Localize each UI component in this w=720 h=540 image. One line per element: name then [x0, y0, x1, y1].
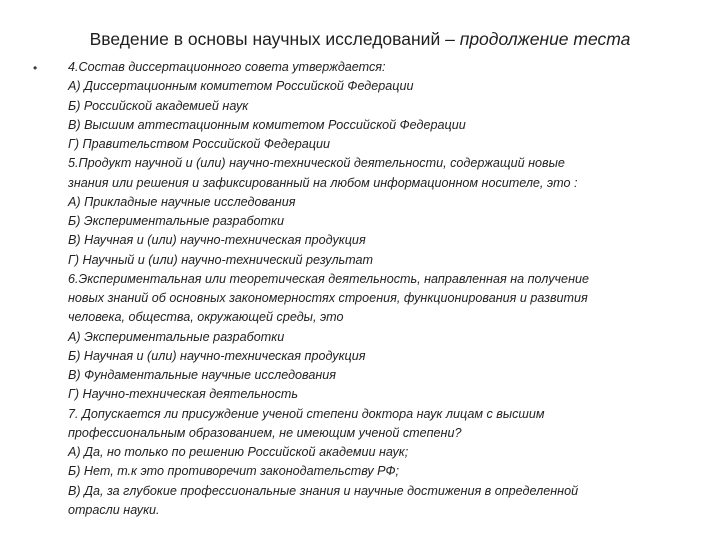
- text-line: отрасли науки.: [68, 502, 160, 517]
- text-line: знания или решения и зафиксированный на любом информационном носителе, это :: [68, 175, 578, 190]
- text-line: человека, общества, окружающей среды, это: [68, 310, 344, 325]
- text-line: 7. Допускается ли присуждение ученой степени доктора наук лицам с высшим: [68, 406, 545, 421]
- test-questions: [68, 58, 708, 520]
- text-line: новых знаний об основных закономерностях строения, функционирования и развития: [68, 291, 588, 305]
- text-line: Б) Нет, т.к это противоречит законодательству РФ;: [68, 464, 399, 479]
- text-line: Б) Российской академией наук: [68, 98, 249, 113]
- text-line: В) Высшим аттестационным комитетом Российской Федерации: [68, 117, 466, 132]
- text-line: В) Фундаментальные научные исследования: [68, 368, 337, 382]
- text-line: Б) Научная и (или) научно-техническая продукция: [68, 348, 366, 363]
- text-line: 4.Состав диссертационного совета утверждается:: [68, 60, 386, 74]
- text-line: А) Прикладные научные исследования: [68, 194, 296, 209]
- text-line: А) Диссертационным комитетом Российской Федерации: [68, 79, 414, 94]
- text-line: В) Да, за глубокие профессиональные знания и научные достижения в определенной: [68, 483, 579, 498]
- text-line: 6.Экспериментальная или теоретическая деятельность, направленная на получение: [68, 271, 590, 286]
- text-line: профессиональным образованием, не имеющим ученой степени?: [68, 425, 462, 440]
- bullet-marker: •: [33, 61, 38, 75]
- text-line: Б) Экспериментальные разработки: [68, 214, 284, 228]
- title-main: Введение в основы научных исследований –: [89, 29, 460, 49]
- title-subtitle: продолжение теста: [459, 29, 631, 49]
- text-line: Г) Научный и (или) научно-технический результат: [68, 252, 374, 267]
- text-line: А) Экспериментальные разработки: [68, 329, 285, 344]
- text-line: Г) Научно-техническая деятельность: [68, 387, 299, 402]
- text-line: Г) Правительством Российской Федерации: [68, 137, 330, 151]
- text-line: А) Да, но только по решению Российской академии наук;: [68, 445, 409, 459]
- text-line: В) Научная и (или) научно-техническая продукция: [68, 233, 366, 248]
- slide-title: [40, 27, 680, 51]
- text-line: 5.Продукт научной и (или) научно-технической деятельности, содержащий новые: [68, 156, 565, 171]
